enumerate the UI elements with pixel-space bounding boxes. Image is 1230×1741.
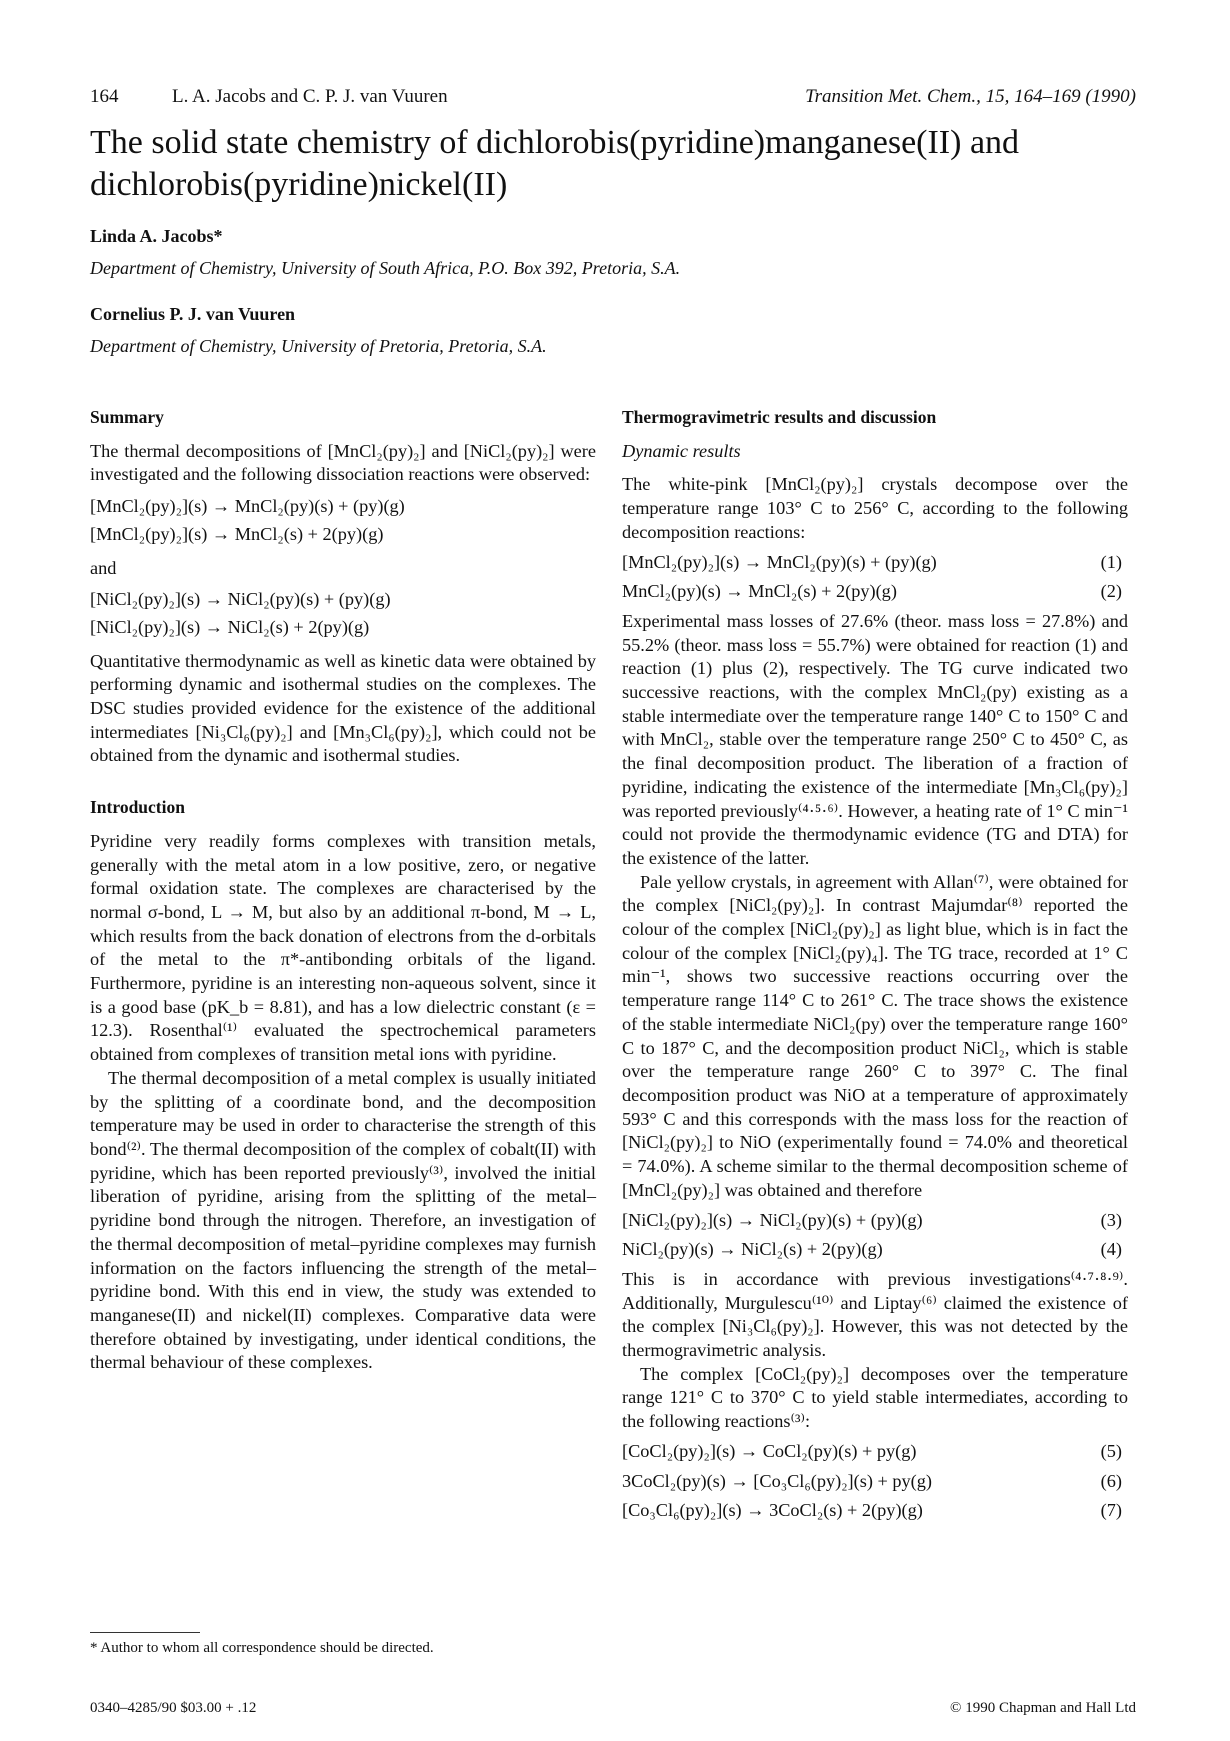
summary-reaction: [MnCl₂(py)₂](s) → MnCl₂(s) + 2(py)(g) <box>90 523 384 544</box>
equation-number: (1) <box>1100 551 1122 572</box>
equation-number: (5) <box>1100 1440 1122 1461</box>
summary-reaction: [MnCl₂(py)₂](s) → MnCl₂(py)(s) + (py)(g) <box>90 496 405 517</box>
summary-intro: The thermal decompositions of [MnCl₂(py)₂] and [NiCl₂(py)₂] were investigated and the following dissociation reactions were observed: <box>90 440 596 485</box>
left-column <box>90 406 596 1375</box>
issn-price: 0340–4285/90 $03.00 + .12 <box>90 1700 257 1716</box>
equation-7 <box>622 1499 1128 1523</box>
footnote-rule <box>90 1632 200 1633</box>
equation-text: 3CoCl₂(py)(s) → [Co₃Cl₆(py)₂](s) + py(g) <box>622 1470 932 1491</box>
equation-number: (4) <box>1100 1239 1122 1260</box>
equation-text: [Co₃Cl₆(py)₂](s) → 3CoCl₂(s) + 2(py)(g) <box>622 1500 923 1521</box>
thermo-paragraph: The white-pink [MnCl₂(py)₂] crystals decompose over the temperature range 103° C to 256° C, according to the following decomposition reactions: <box>622 474 1128 542</box>
author-affiliation-2: Department of Chemistry, University of Pretoria, Pretoria, S.A. <box>90 336 547 356</box>
equation-3 <box>622 1209 1128 1233</box>
equation-text: [NiCl₂(py)₂](s) → NiCl₂(py)(s) + (py)(g) <box>622 1209 923 1230</box>
equation-1 <box>622 551 1128 575</box>
page-number: 164 <box>90 86 119 107</box>
thermo-paragraph: The complex [CoCl₂(py)₂] decomposes over the temperature range 121° C to 370° C to yield stable intermediates, according to the following reactions⁽³⁾: <box>622 1363 1128 1432</box>
equation-number: (3) <box>1100 1209 1122 1230</box>
summary-reaction: [NiCl₂(py)₂](s) → NiCl₂(s) + 2(py)(g) <box>90 616 370 637</box>
dynamic-results-subheading: Dynamic results <box>622 440 741 461</box>
copyright: © 1990 Chapman and Hall Ltd <box>950 1700 1136 1716</box>
equation-text: NiCl₂(py)(s) → NiCl₂(s) + 2(py)(g) <box>622 1239 883 1260</box>
introduction-paragraph: The thermal decomposition of a metal complex is usually initiated by the splitting of a coordinate bond, and the decomposition temperature may be used in order to characterise the strength of this bond⁽²⁾. The thermal decomposition of the complex of cobalt(II) with pyridine, which has been reported previously⁽³⁾, involved the initial liberation of pyridine, arising from the splitting of the metal–pyridine bond through the nitrogen. Therefore, an investigation of the thermal decomposition of metal–pyridine complexes may furnish information on the factors influencing the strength of the metal–pyridine bond. With this end in view, the study was extended to manganese(II) and nickel(II) complexes. Comparative data were therefore obtained by investigating, under identical conditions, the thermal behaviour of these complexes. <box>90 1067 596 1373</box>
paper-title: The solid state chemistry of dichlorobis(pyridine)manganese(II) and dichlorobis(pyridine)nickel(II) <box>90 124 1020 203</box>
equation-number: (2) <box>1100 581 1122 602</box>
author-name-2: Cornelius P. J. van Vuuren <box>90 304 296 324</box>
right-column <box>622 406 1128 1529</box>
summary-heading: Summary <box>90 407 164 427</box>
thermo-paragraph: This is in accordance with previous investigations⁽⁴·⁷·⁸·⁹⁾. Additionally, Murgulescu⁽¹⁰⁾ and Liptay⁽⁶⁾ claimed the existence of the complex [Ni₃Cl₆(py)₂]. However, this was not detected by the thermogravimetric analysis. <box>622 1268 1128 1361</box>
thermo-paragraph: Experimental mass losses of 27.6% (theor. mass loss = 27.8%) and 55.2% (theor. mass loss = 55.7%) were obtained for reaction (1) and reaction (1) plus (2), respectively. The TG curve indicated two successive reactions, with the complex MnCl₂(py) existing as a stable intermediate over the temperature range 140° C to 150° C and with MnCl₂, stable over the temperature range 250° C to 450° C, as the final decomposition product. The liberation of a fraction of pyridine, indicating the existence of the intermediate [Mn₃Cl₆(py)₂] was reported previously⁽⁴·⁵·⁶⁾. However, a heating rate of 1° C min⁻¹ could not provide the thermodynamic evidence (TG and DTA) for the existence of the latter. <box>622 610 1128 868</box>
running-authors: L. A. Jacobs and C. P. J. van Vuuren <box>172 86 448 107</box>
introduction-heading: Introduction <box>90 797 185 818</box>
introduction-paragraph: Pyridine very readily forms complexes with transition metals, generally with the metal atom in a low positive, zero, or negative formal oxidation state. The complexes are characterised by the normal σ-bond, L → M, but also by an additional π-bond, M → L, which results from the back donation of electrons from the d-orbitals of the metal to the π*-antibonding orbitals of the ligand. Furthermore, pyridine is an interesting non-aqueous solvent, since it is a good base (pK_b = 8.81), and has a low dielectric constant (ε = 12.3). Rosenthal⁽¹⁾ evaluated the spectrochemical parameters obtained from complexes of transition metal ions with pyridine. <box>90 830 596 1065</box>
thermo-heading: Thermogravimetric results and discussion <box>622 407 937 427</box>
equation-number: (7) <box>1100 1500 1122 1521</box>
summary-reactions-ni <box>90 588 596 639</box>
equation-4 <box>622 1238 1128 1262</box>
equation-text: MnCl₂(py)(s) → MnCl₂(s) + 2(py)(g) <box>622 581 897 602</box>
journal-citation: Transition Met. Chem., 15, 164–169 (1990) <box>805 86 1136 107</box>
author-affiliation-1: Department of Chemistry, University of South Africa, P.O. Box 392, Pretoria, S.A. <box>90 258 681 278</box>
footnote: * Author to whom all correspondence should be directed. <box>90 1640 434 1656</box>
summary-body: Quantitative thermodynamic as well as kinetic data were obtained by performing dynamic and isothermal studies on the complexes. The DSC studies provided evidence for the existence of the additional intermediates [Ni₃Cl₆(py)₂] and [Mn₃Cl₆(py)₂], which could not be obtained from the dynamic and isothermal studies. <box>90 650 596 766</box>
equation-2 <box>622 580 1128 604</box>
equation-number: (6) <box>1100 1470 1122 1491</box>
summary-reactions-mn <box>90 495 596 546</box>
author-name-1: Linda A. Jacobs* <box>90 226 223 246</box>
equation-text: [CoCl₂(py)₂](s) → CoCl₂(py)(s) + py(g) <box>622 1440 917 1461</box>
thermo-paragraph: Pale yellow crystals, in agreement with Allan⁽⁷⁾, were obtained for the complex [NiCl₂(py)₂]. In contrast Majumdar⁽⁸⁾ reported the colour of the complex [NiCl₂(py)₂] as light blue, which is in fact the colour of the complex [NiCl₂(py)₄]. The TG trace, recorded at 1° C min⁻¹, shows two successive reactions occurring over the temperature range 114° C to 261° C. The trace shows the existence of the stable intermediate NiCl₂(py) over the temperature range 160° C to 187° C, and the decomposition product NiCl₂, which is stable over the temperature range 260° C to 397° C. The final decomposition product was NiO at a temperature of approximately 593° C and this corresponds with the mass loss for the reaction of [NiCl₂(py)₂] to NiO (experimentally found = 74.0% and theoretical = 74.0%). A scheme similar to the thermal decomposition scheme of [MnCl₂(py)₂] was obtained and therefore <box>622 871 1128 1200</box>
equation-5 <box>622 1440 1128 1464</box>
summary-and: and <box>90 557 117 578</box>
equation-text: [MnCl₂(py)₂](s) → MnCl₂(py)(s) + (py)(g) <box>622 551 937 572</box>
summary-reaction: [NiCl₂(py)₂](s) → NiCl₂(py)(s) + (py)(g) <box>90 589 391 610</box>
equation-6 <box>622 1470 1128 1494</box>
